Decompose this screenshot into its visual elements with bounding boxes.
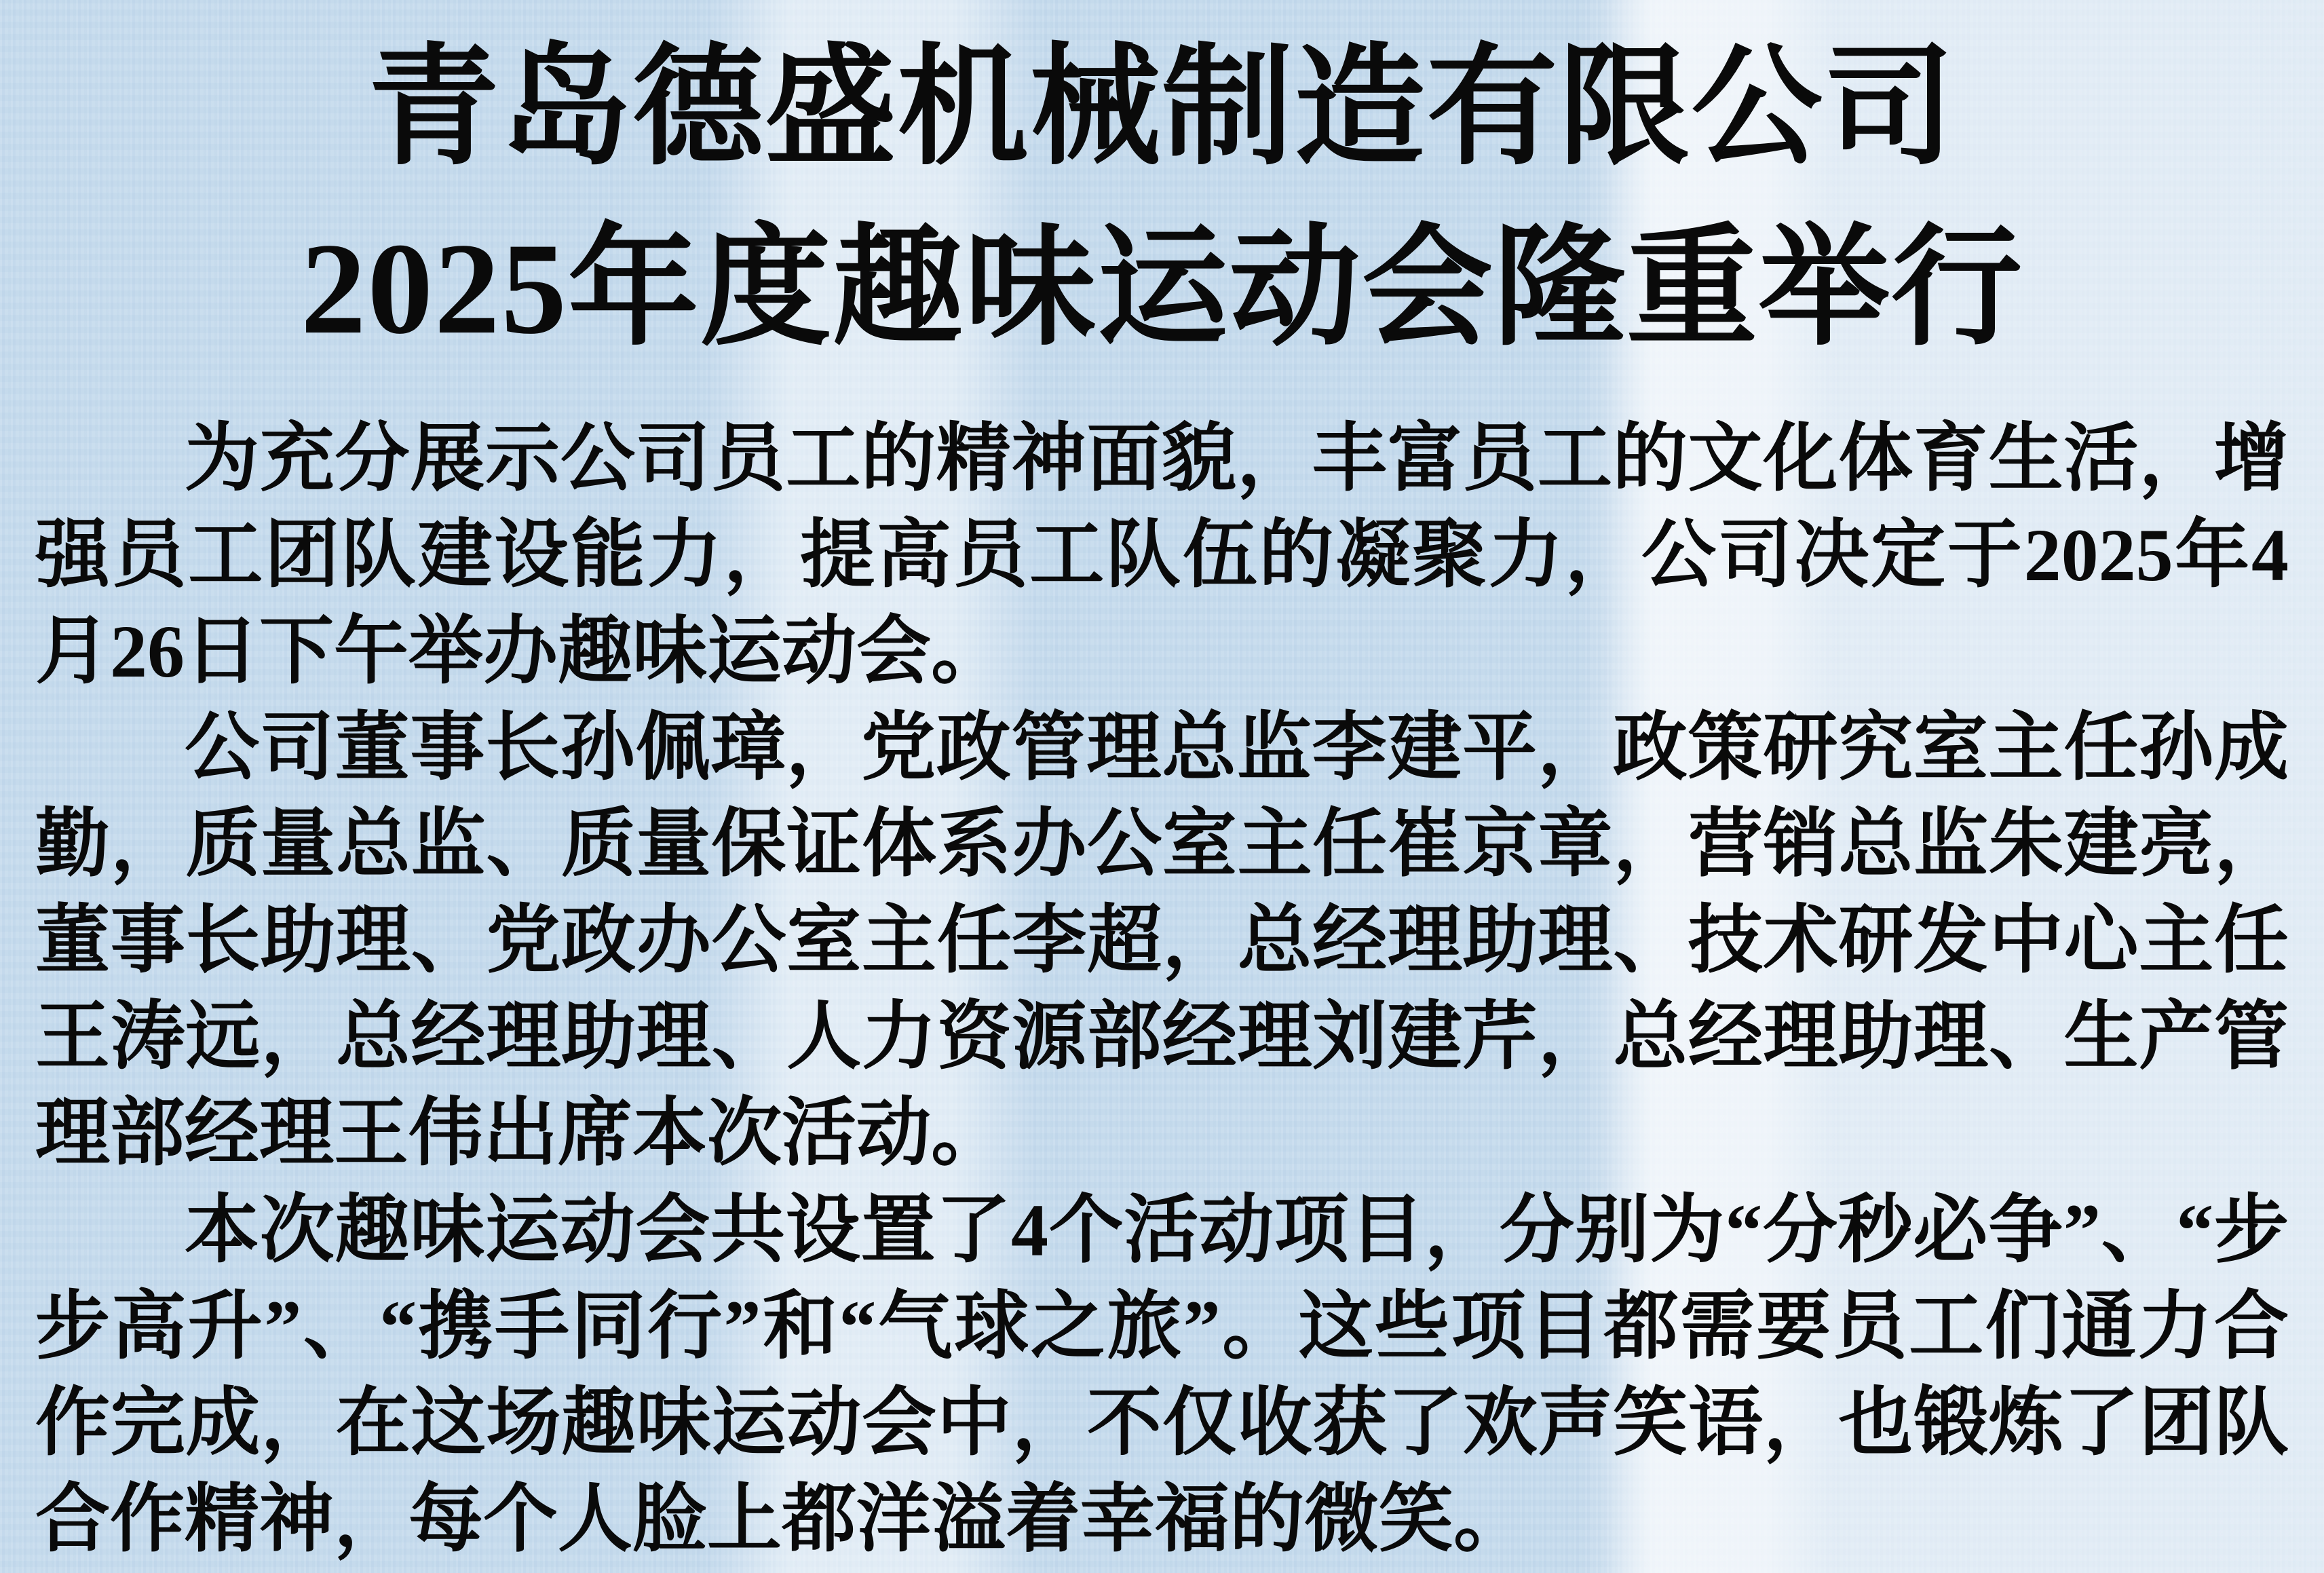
paragraph-activities: 本次趣味运动会共设置了4个活动项目，分别为“分秒必争”、“步步高升”、“携手同行”和“气球之旅”。这些项目都需要员工们通力合作完成，在这场趣味运动会中，不仅收获了欢声笑语，也锻炼了团队合作精神，每个人脸上都洋溢着幸福的微笑。 — [35, 1188, 2289, 1561]
title-line-2: 2025年度趣味运动会隆重举行 — [300, 216, 2023, 362]
page-title — [0, 0, 2324, 379]
article-body — [35, 411, 2289, 1568]
paragraph-attendees: 公司董事长孙佩璋，党政管理总监李建平，政策研究室主任孙成勤，质量总监、质量保证体系办公室主任崔京章，营销总监朱建亮，董事长助理、党政办公室主任李超，总经理助理、技术研发中心主任王涛远，总经理助理、人力资源部经理刘建芹，总经理助理、生产管理部经理王伟出席本次活动。 — [35, 706, 2289, 1175]
paragraph-intro: 为充分展示公司员工的精神面貌，丰富员工的文化体育生活，增强员工团队建设能力，提高员工队伍的凝聚力，公司决定于2025年4月26日下午举办趣味运动会。 — [35, 417, 2289, 693]
title-line-1: 青岛德盛机械制造有限公司 — [368, 35, 1956, 181]
